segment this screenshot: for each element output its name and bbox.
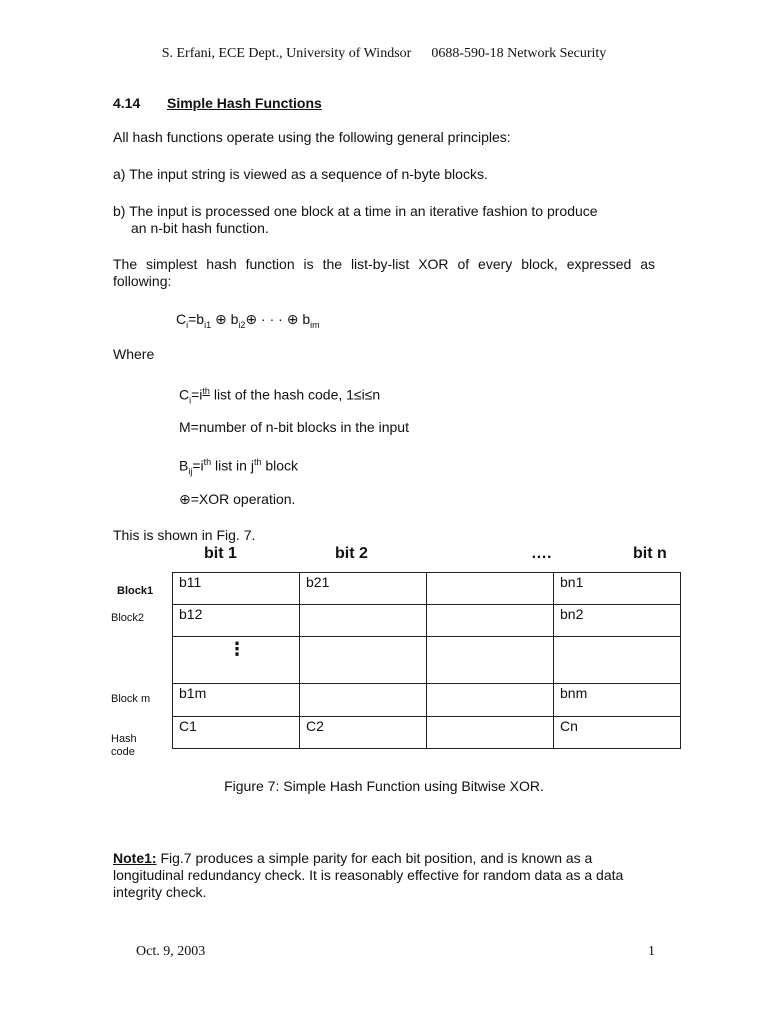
cell-value: bn2 [560, 606, 584, 622]
definition-ci [179, 383, 380, 409]
def-bij-eq: =i [192, 457, 204, 474]
note-label: Note1: [113, 850, 157, 866]
def-bij-mid: list in j [211, 457, 254, 474]
table-cell [300, 637, 427, 684]
footer-date: Oct. 9, 2003 [136, 944, 206, 959]
column-header-bit-2: bit 2 [335, 545, 368, 562]
hash-formula [176, 311, 320, 330]
header-course: 0688-590-18 Network Security [431, 46, 607, 61]
definition-xor: ⊕=XOR operation. [179, 491, 296, 507]
cell-value: C1 [179, 718, 197, 734]
principle-b-line1: b) The input is processed one block at a time in an iterative fashion to produce [113, 203, 598, 219]
cell-value: b21 [306, 574, 330, 590]
table-cell [427, 717, 554, 749]
table-cell [173, 717, 300, 749]
formula-lhs-sub: i [186, 319, 189, 330]
cell-value [560, 637, 680, 638]
xor-block-table [172, 572, 681, 749]
table-cell [554, 573, 681, 605]
cell-value [433, 605, 553, 606]
row-label-block-m: Block m [111, 693, 151, 705]
note-paragraph [113, 850, 658, 901]
table-cell [173, 605, 300, 637]
def-ci-rest: list of the hash code, 1≤i≤n [209, 386, 381, 403]
cell-value: b12 [179, 606, 203, 622]
table-cell [554, 605, 681, 637]
column-header-ellipsis: …. [531, 545, 552, 562]
figure-caption: Figure 7: Simple Hash Function using Bitwise XOR. [224, 778, 544, 794]
def-bij-sup2: th [253, 457, 262, 467]
table-cell [427, 637, 554, 684]
cell-value: Cn [560, 718, 578, 734]
row-label-hash: Hash [111, 733, 137, 745]
header-author: S. Erfani, ECE Dept., University of Windsor [161, 46, 412, 61]
cell-value [433, 573, 553, 574]
section-title: Simple Hash Functions [167, 95, 322, 111]
table-cell [173, 684, 300, 717]
table-row [173, 684, 681, 717]
table-cell [427, 605, 554, 637]
def-ci-pre: C [179, 386, 190, 403]
formula-eq: =b [188, 311, 205, 327]
table-cell [173, 637, 300, 684]
table-cell [554, 684, 681, 717]
principle-a: a) The input string is viewed as a sequence of n-byte blocks. [113, 166, 488, 182]
note-text: Fig.7 produces a simple parity for each bit position, and is known as a longitudinal redundancy check. It is reasonably effective for random data as a data integrity check. [113, 850, 624, 900]
cell-value [306, 605, 426, 606]
row-label-code: code [111, 746, 135, 758]
cell-value [433, 717, 553, 718]
column-header-bit-1: bit 1 [204, 545, 237, 562]
formula-op2: ⊕ · · · ⊕ b [245, 311, 311, 327]
cell-value [306, 684, 426, 685]
formula-t1-sub: i1 [204, 319, 212, 330]
formula-tm-sub: im [310, 319, 320, 330]
principle-b [113, 203, 655, 237]
table-row [173, 637, 681, 684]
formula-op1: ⊕ b [211, 311, 239, 327]
cell-value: bnm [560, 685, 588, 701]
cell-value [433, 637, 553, 638]
cell-value: bn1 [560, 574, 584, 590]
cell-value: C2 [306, 718, 324, 734]
vertical-ellipsis: ⋮ [228, 639, 246, 659]
cell-value [306, 637, 426, 638]
simplest-paragraph: The simplest hash function is the list-by-list XOR of every block, expressed as following: [113, 256, 655, 289]
row-label-block2: Block2 [111, 612, 145, 624]
section-number: 4.14 [113, 95, 141, 111]
cell-value [433, 684, 553, 685]
table-cell [300, 717, 427, 749]
section-heading [113, 95, 322, 111]
table-cell [427, 573, 554, 605]
intro-paragraph: All hash functions operate using the following general principles: [113, 129, 511, 145]
table-cell [554, 637, 681, 684]
table-row [173, 573, 681, 605]
page-number: 1 [648, 944, 655, 959]
def-bij-sup: th [203, 457, 212, 467]
table-row [173, 605, 681, 637]
table-row [173, 717, 681, 749]
column-header-bit-n: bit n [633, 545, 667, 562]
figure-reference: This is shown in Fig. 7. [113, 527, 256, 543]
def-ci-sub: i [189, 395, 192, 406]
def-ci-eq: =i [191, 386, 203, 403]
row-label-block1: Block1 [117, 585, 154, 597]
table-cell [427, 684, 554, 717]
table-cell [300, 684, 427, 717]
definition-bij [179, 454, 298, 480]
table-cell [300, 605, 427, 637]
cell-value: b1m [179, 685, 207, 701]
where-label: Where [113, 346, 155, 362]
principle-b-line2: an n-bit hash function. [131, 220, 269, 236]
def-ci-sup: th [202, 386, 210, 396]
page-header [0, 46, 768, 62]
def-bij-sub: ij [188, 466, 193, 477]
def-bij-pre: B [179, 457, 189, 474]
table-cell [300, 573, 427, 605]
table-cell [173, 573, 300, 605]
cell-value: b11 [179, 574, 202, 590]
def-bij-end: block [261, 457, 299, 474]
row-label-hash-code [111, 733, 151, 759]
definition-m: M=number of n-bit blocks in the input [179, 419, 409, 435]
formula-lhs: C [176, 311, 187, 327]
table-cell [554, 717, 681, 749]
formula-t2-sub: i2 [238, 319, 246, 330]
